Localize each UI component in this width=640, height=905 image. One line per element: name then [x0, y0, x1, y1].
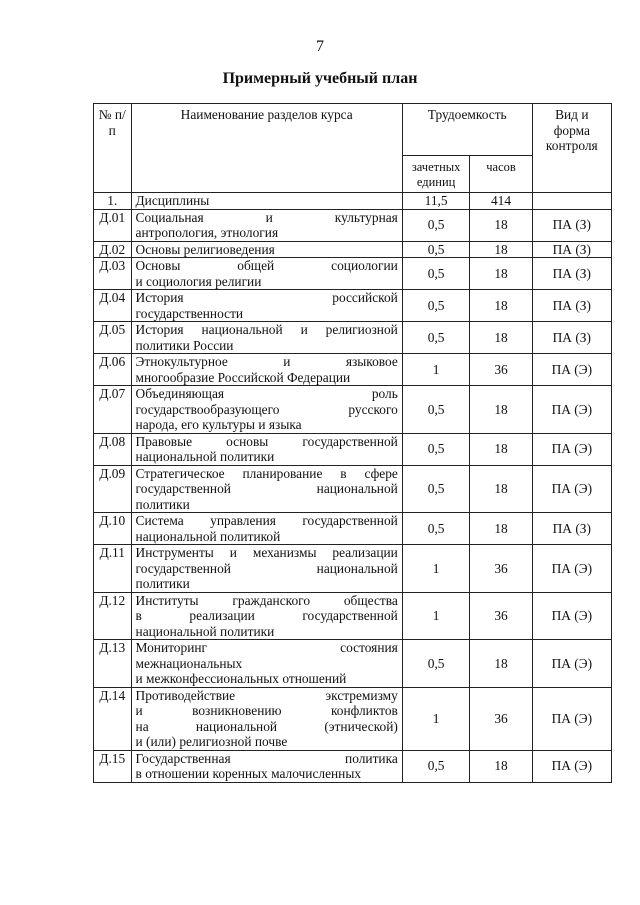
row-name-line: Стратегическое планирование в сфере [135, 465, 398, 481]
row-credits: 0,5 [402, 258, 470, 290]
row-name-line: История российской [135, 290, 398, 305]
row-name-line: народа, его культуры и языка [135, 417, 302, 432]
row-hours: 18 [470, 209, 532, 241]
row-name [131, 290, 402, 322]
row-hours: 18 [470, 322, 532, 354]
row-name-line: Основы религиоведения [135, 241, 275, 257]
row-name-line: политики [135, 576, 190, 591]
table-row [94, 241, 612, 258]
table-row [94, 640, 612, 688]
table-header-row [94, 104, 612, 156]
section-name: Дисциплины [131, 193, 402, 210]
row-name-line: Социальная и культурная [135, 209, 398, 225]
row-name-line: государствообразующего русского [135, 401, 398, 417]
row-credits: 0,5 [402, 209, 470, 241]
table-row [94, 433, 612, 465]
row-name [131, 258, 402, 290]
row-control: ПА (З) [532, 258, 611, 290]
table-row [94, 386, 612, 434]
row-credits: 0,5 [402, 465, 470, 513]
row-name-line: многообразие Российской Федерации [135, 369, 351, 385]
row-num: Д.04 [94, 290, 132, 322]
header-num: № п/п [94, 104, 132, 193]
row-hours: 18 [470, 241, 532, 258]
row-name-line: на национальной (этнической) [135, 718, 398, 734]
row-name-line: Этнокультурное и языковое [135, 354, 398, 369]
row-name [131, 354, 402, 386]
section-control [532, 193, 611, 210]
section-num: 1. [94, 193, 132, 210]
row-control: ПА (Э) [532, 386, 611, 434]
row-name-line: и социология религии [135, 273, 262, 289]
row-hours: 18 [470, 465, 532, 513]
row-name-line: государственной национальной [135, 481, 398, 496]
row-credits: 0,5 [402, 322, 470, 354]
row-name-line: национальной политикой [135, 528, 281, 544]
row-credits: 0,5 [402, 386, 470, 434]
row-name-line: в реализации государственной [135, 608, 398, 623]
row-control: ПА (Э) [532, 433, 611, 465]
row-name [131, 545, 402, 593]
row-credits: 0,5 [402, 513, 470, 545]
row-hours: 18 [470, 258, 532, 290]
row-name-line: и (или) религиозной почве [135, 734, 288, 749]
row-control: ПА (Э) [532, 750, 611, 782]
row-num: Д.12 [94, 592, 132, 640]
row-credits: 1 [402, 354, 470, 386]
header-credits: зачетных единиц [402, 156, 470, 193]
row-hours: 18 [470, 640, 532, 688]
table-row [94, 687, 612, 750]
table-row [94, 513, 612, 545]
row-control: ПА (Э) [532, 354, 611, 386]
header-labor: Трудоемкость [402, 104, 532, 156]
table-row [94, 322, 612, 354]
document-title: Примерный учебный план [222, 70, 418, 87]
row-hours: 18 [470, 513, 532, 545]
table-row [94, 209, 612, 241]
curriculum-table [93, 103, 612, 783]
row-control: ПА (Э) [532, 545, 611, 593]
section-row [94, 193, 612, 210]
row-hours: 36 [470, 545, 532, 593]
row-name-line: Инструменты и механизмы реализации [135, 545, 398, 560]
row-name [131, 640, 402, 688]
row-credits: 0,5 [402, 290, 470, 322]
row-name-line: антропология, этнология [135, 225, 279, 240]
header-name: Наименование разделов курса [131, 104, 402, 193]
row-name-line: и межконфессиональных отношений [135, 671, 347, 686]
row-num: Д.05 [94, 322, 132, 354]
section-hours: 414 [470, 193, 532, 210]
section-credits: 11,5 [402, 193, 470, 210]
table-row [94, 354, 612, 386]
table-body [94, 193, 612, 783]
row-name-line: и возникновению конфликтов [135, 703, 398, 718]
row-name-line: национальной политики [135, 623, 275, 639]
table-row [94, 592, 612, 640]
table-row [94, 258, 612, 290]
header-hours: часов [470, 156, 532, 193]
row-name [131, 592, 402, 640]
row-control: ПА (З) [532, 209, 611, 241]
row-num: Д.09 [94, 465, 132, 513]
table-row [94, 750, 612, 782]
row-name-line: межнациональных [135, 655, 243, 671]
row-name [131, 209, 402, 241]
row-credits: 1 [402, 545, 470, 593]
row-name [131, 750, 402, 782]
table-row [94, 465, 612, 513]
row-num: Д.11 [94, 545, 132, 593]
row-name-line: Государственная политика [135, 750, 398, 766]
row-num: Д.15 [94, 750, 132, 782]
row-hours: 18 [470, 290, 532, 322]
row-name [131, 322, 402, 354]
row-credits: 0,5 [402, 433, 470, 465]
row-hours: 18 [470, 386, 532, 434]
row-name-line: Противодействие экстремизму [135, 687, 398, 703]
row-control: ПА (Э) [532, 640, 611, 688]
row-name-line: государственной национальной [135, 560, 398, 576]
row-hours: 36 [470, 592, 532, 640]
row-name-line: Правовые основы государственной [135, 433, 398, 449]
row-name [131, 386, 402, 434]
row-name-line: политики России [135, 337, 234, 353]
row-num: Д.07 [94, 386, 132, 434]
row-num: Д.03 [94, 258, 132, 290]
row-name [131, 687, 402, 750]
row-name-line: Основы общей социологии [135, 258, 398, 273]
row-credits: 1 [402, 687, 470, 750]
row-control: ПА (З) [532, 290, 611, 322]
row-name-line: национальной политики [135, 449, 275, 464]
row-name-line: государственности [135, 305, 244, 321]
row-credits: 0,5 [402, 750, 470, 782]
row-name-line: Институты гражданского общества [135, 592, 398, 608]
row-num: Д.13 [94, 640, 132, 688]
row-num: Д.14 [94, 687, 132, 750]
table-row [94, 290, 612, 322]
row-hours: 18 [470, 433, 532, 465]
row-num: Д.06 [94, 354, 132, 386]
row-name-line: политики [135, 496, 190, 512]
row-control: ПА (Э) [532, 687, 611, 750]
row-name-line: История национальной и религиозной [135, 322, 398, 337]
row-name-line: Система управления государственной [135, 513, 398, 528]
row-num: Д.01 [94, 209, 132, 241]
row-credits: 1 [402, 592, 470, 640]
row-name-line: в отношении коренных малочисленных [135, 766, 362, 781]
page-number: 7 [316, 38, 324, 55]
row-control: ПА (Э) [532, 592, 611, 640]
row-hours: 36 [470, 687, 532, 750]
row-name [131, 513, 402, 545]
table-row [94, 545, 612, 593]
row-credits: 0,5 [402, 241, 470, 258]
row-control: ПА (З) [532, 241, 611, 258]
row-control: ПА (Э) [532, 465, 611, 513]
row-name [131, 241, 402, 258]
row-name-line: Мониторинг состояния [135, 640, 398, 655]
row-name [131, 465, 402, 513]
row-name [131, 433, 402, 465]
row-credits: 0,5 [402, 640, 470, 688]
row-hours: 36 [470, 354, 532, 386]
row-control: ПА (З) [532, 322, 611, 354]
row-control: ПА (З) [532, 513, 611, 545]
row-name-line: Объединяющая роль [135, 386, 398, 401]
header-control: Вид и форма контроля [532, 104, 611, 193]
row-hours: 18 [470, 750, 532, 782]
row-num: Д.02 [94, 241, 132, 258]
row-num: Д.08 [94, 433, 132, 465]
row-num: Д.10 [94, 513, 132, 545]
